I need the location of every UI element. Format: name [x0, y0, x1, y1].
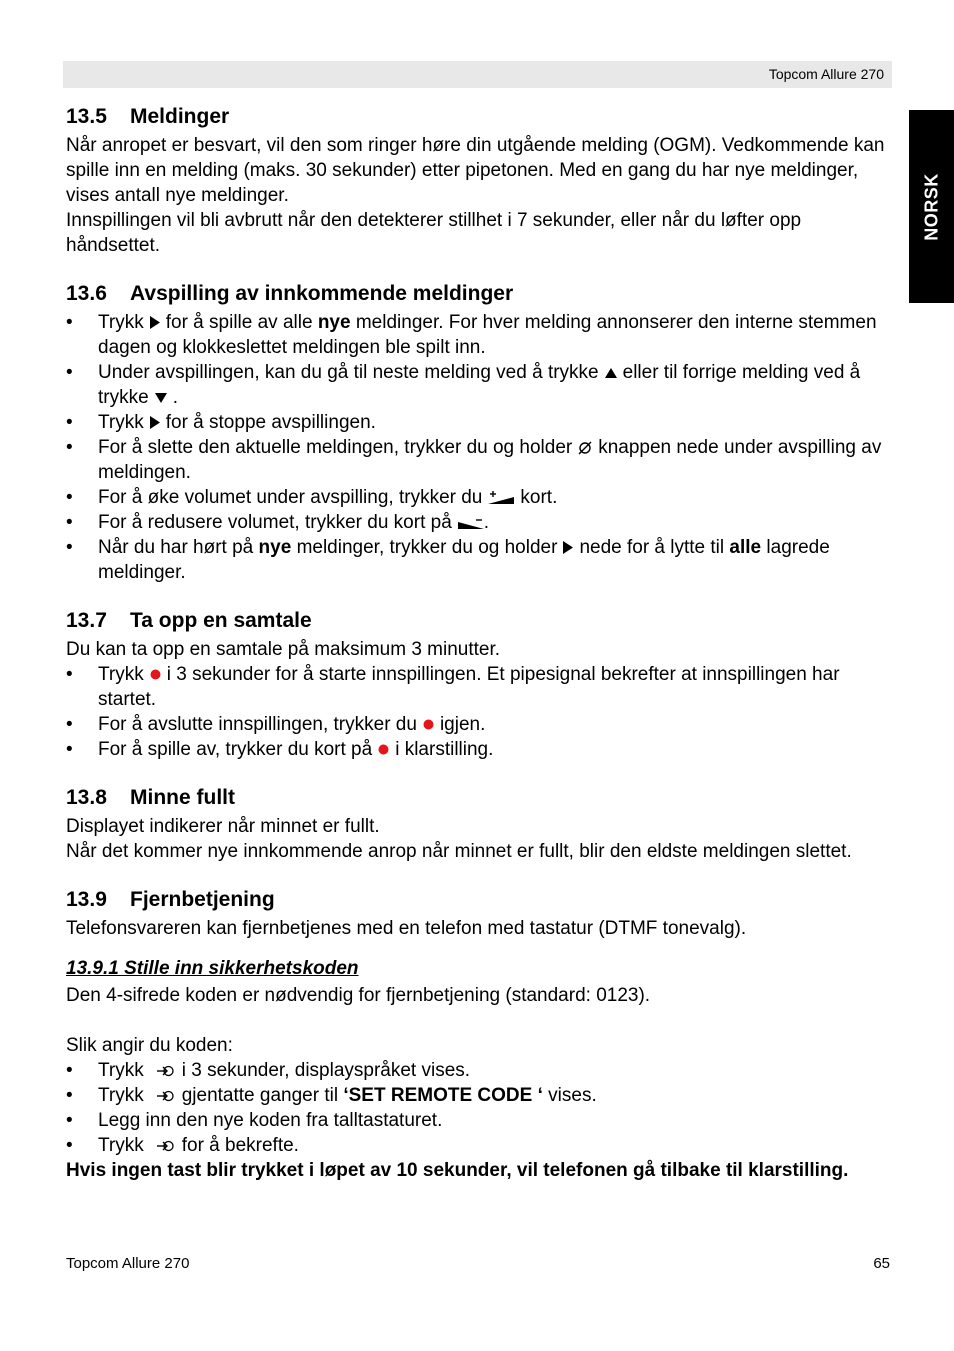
- section-13-8: [66, 785, 894, 864]
- header-product: Topcom Allure 270: [768, 66, 884, 82]
- menu-icon: [156, 1089, 174, 1103]
- bullet-list: [66, 1058, 894, 1158]
- paragraph: Når det kommer nye innkommende anrop når minnet er fullt, blir den eldste meldingen slettet.: [66, 841, 852, 862]
- play-icon: [563, 541, 573, 554]
- bullet-list: [66, 310, 894, 585]
- list-item: • For å slette den aktuelle meldingen, trykker du og holder knappen nede under avspilling av meldingen.: [66, 435, 894, 485]
- section-heading: 13.5 Meldinger: [66, 105, 230, 128]
- warning-note: Hvis ingen tast blir trykket i løpet av 10 sekunder, vil telefonen gå tilbake til klarstilling.: [66, 1160, 849, 1181]
- section-13-5: [66, 104, 894, 258]
- paragraph: Innspillingen vil bli avbrutt når den detekterer stillhet i 7 sekunder, eller når du løfter opp håndsettet.: [66, 210, 802, 256]
- paragraph: Slik angir du koden:: [66, 1035, 233, 1056]
- section-heading: 13.6 Avspilling av innkommende meldinger: [66, 282, 514, 305]
- list-item: • For å spille av, trykker du kort på i klarstilling.: [66, 737, 894, 762]
- volume-up-icon: [488, 491, 514, 505]
- section-heading: 13.9 Fjernbetjening: [66, 888, 275, 911]
- paragraph: Når anropet er besvart, vil den som ringer høre din utgående melding (OGM). Vedkommende kan spille inn en melding (maks. 30 sekunder) etter pipetonen. Med en gang du har nye meldinger, vises antall nye meldinger.: [66, 135, 885, 206]
- paragraph: Du kan ta opp en samtale på maksimum 3 minutter.: [66, 639, 501, 660]
- list-item: • Under avspillingen, kan du gå til neste melding ved å trykke eller til forrige melding ved å trykke .: [66, 360, 894, 410]
- page-content: [66, 104, 894, 1183]
- paragraph: Den 4-sifrede koden er nødvendig for fjernbetjening (standard: 0123).: [66, 985, 651, 1006]
- page-header: [63, 61, 892, 88]
- section-heading: 13.7 Ta opp en samtale: [66, 609, 312, 632]
- record-icon: [150, 669, 161, 680]
- footer-product: Topcom Allure 270: [66, 1255, 190, 1272]
- record-icon: [378, 744, 389, 755]
- play-icon: [150, 416, 160, 429]
- paragraph: Telefonsvareren kan fjernbetjenes med en telefon med tastatur (DTMF tonevalg).: [66, 918, 747, 939]
- section-13-9: [66, 887, 894, 1183]
- delete-icon: [578, 441, 592, 455]
- list-item: • Trykk gjentatte ganger til ‘SET REMOTE CODE ‘ vises.: [66, 1083, 894, 1108]
- menu-icon: [156, 1139, 174, 1153]
- list-item: • Trykk for å spille av alle nye meldinger. For hver melding annonserer den interne stemmen dagen og klokkeslettet meldingen ble spilt inn.: [66, 310, 894, 360]
- list-item: • Trykk i 3 sekunder, displayspråket vises.: [66, 1058, 894, 1083]
- language-tab: [909, 110, 954, 303]
- language-tab-label: NORSK: [921, 172, 941, 241]
- page-number: 65: [873, 1255, 890, 1272]
- section-heading: 13.8 Minne fullt: [66, 786, 235, 809]
- list-item: • Når du har hørt på nye meldinger, trykker du og holder nede for å lytte til alle lagrede meldinger.: [66, 535, 894, 585]
- down-icon: [155, 393, 167, 403]
- record-icon: [423, 719, 434, 730]
- up-icon: [605, 368, 617, 378]
- subsection-heading: 13.9.1 Stille inn sikkerhetskoden: [66, 958, 359, 979]
- list-item: • For å øke volumet under avspilling, trykker du kort.: [66, 485, 894, 510]
- paragraph: Displayet indikerer når minnet er fullt.: [66, 816, 380, 837]
- menu-icon: [156, 1064, 174, 1078]
- section-13-6: [66, 281, 894, 585]
- list-item: • Trykk for å stoppe avspillingen.: [66, 410, 894, 435]
- list-item: • Trykk i 3 sekunder for å starte innspillingen. Et pipesignal bekrefter at innspillingen har startet.: [66, 662, 894, 712]
- volume-down-icon: [458, 516, 484, 530]
- play-icon: [150, 316, 160, 329]
- list-item: • For å avslutte innspillingen, trykker du igjen.: [66, 712, 894, 737]
- list-item: • Trykk for å bekrefte.: [66, 1133, 894, 1158]
- bullet-list: [66, 662, 894, 762]
- list-item: • Legg inn den nye koden fra talltastaturet.: [66, 1108, 894, 1133]
- list-item: • For å redusere volumet, trykker du kort på .: [66, 510, 894, 535]
- section-13-7: [66, 608, 894, 762]
